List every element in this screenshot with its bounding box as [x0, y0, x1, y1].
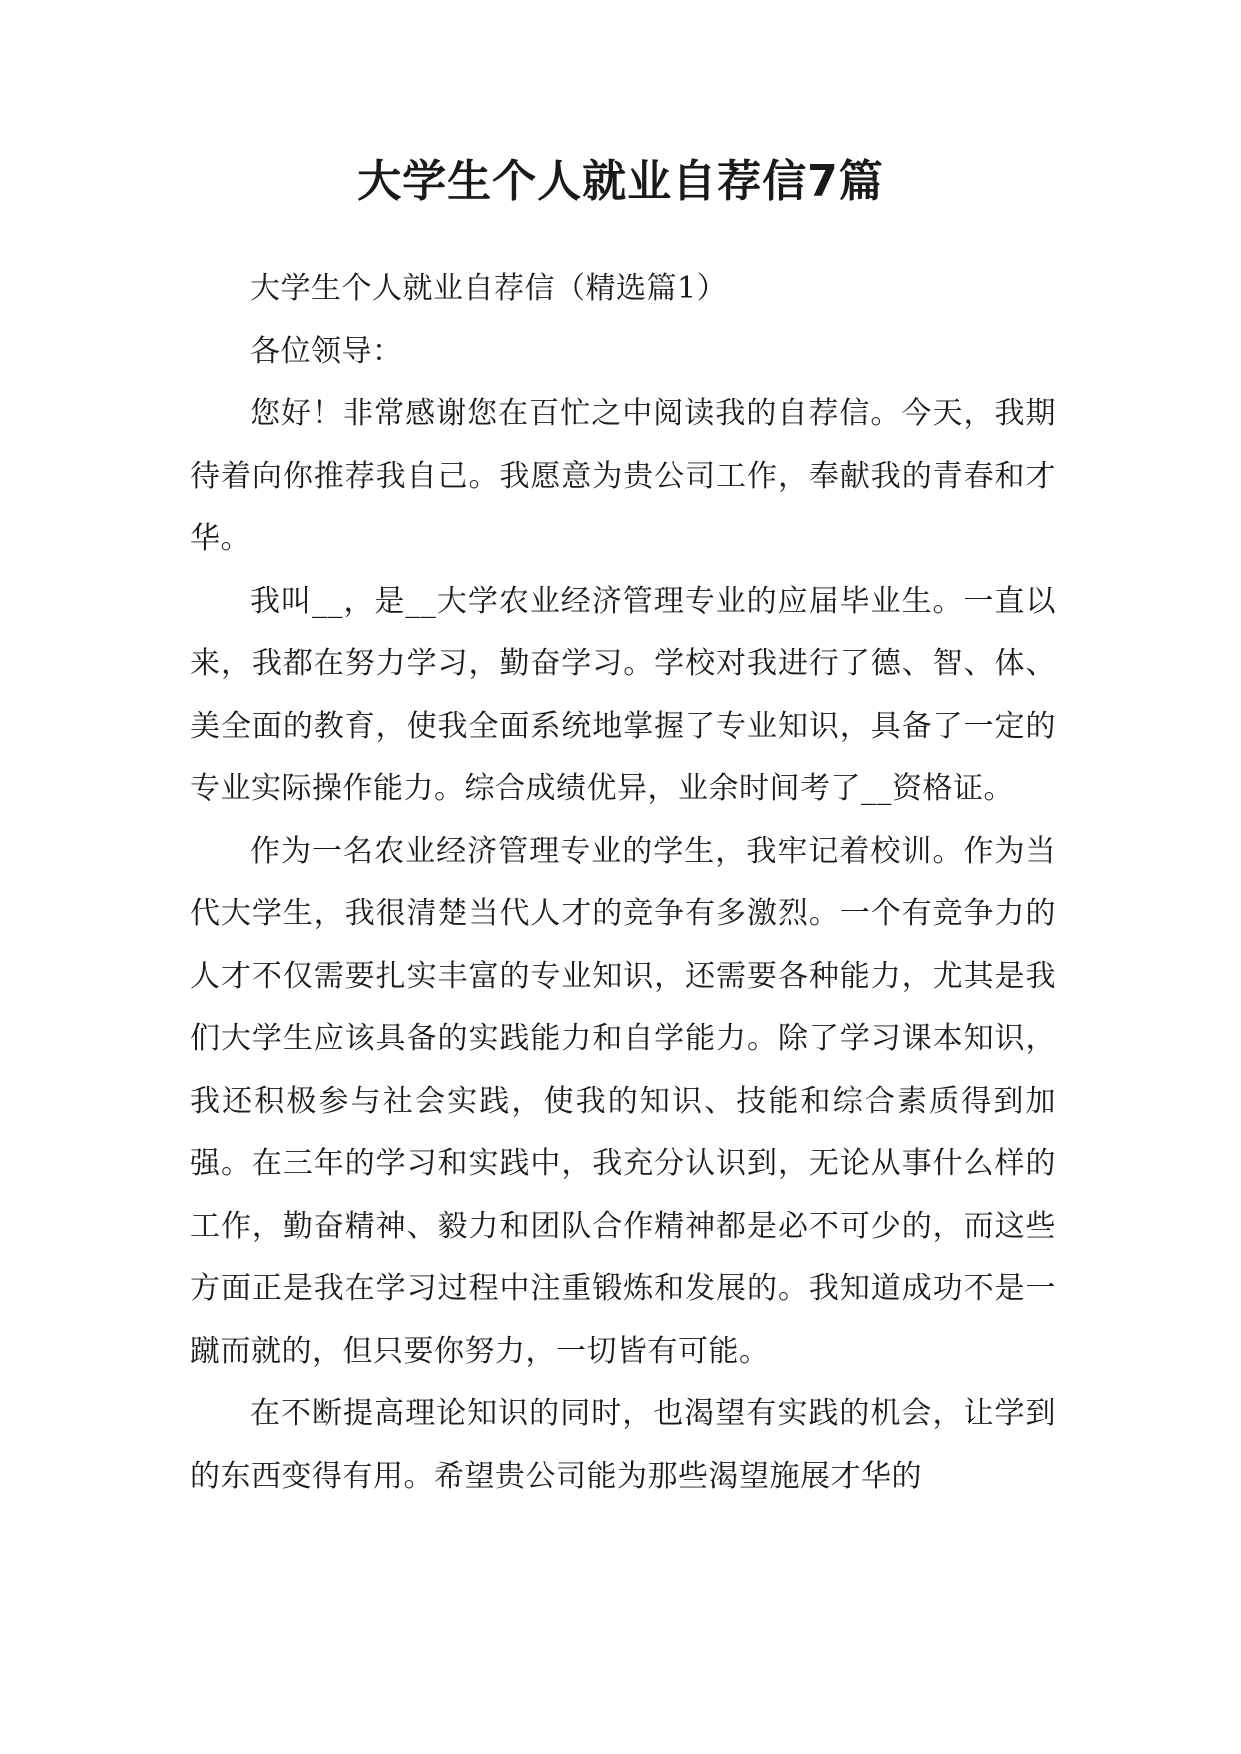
paragraph-salutation: 各位领导：: [250, 333, 403, 369]
paragraph-introduction: 我叫__，是__大学农业经济管理专业的应届毕业生。一直以来，我都在努力学习，勤奋学习。学校对我进行了德、智、体、美全面的教育，使我全面系统地掌握了专业知识，具备了一定的专业实际操作能力。综合成绩优异，业余时间考了__资格证。: [190, 583, 1056, 806]
document-body: [190, 258, 1056, 1508]
paragraph-greeting: 您好！非常感谢您在百忙之中阅读我的自荐信。今天，我期待着向你推荐我自己。我愿意为贵公司工作，奉献我的青春和才华。: [190, 396, 1056, 556]
document-title: 大学生个人就业自荐信7篇: [357, 156, 884, 207]
paragraph-subtitle: 大学生个人就业自荐信（精选篇1）: [250, 271, 728, 306]
paragraph-experience: 作为一名农业经济管理专业的学生，我牢记着校训。作为当代大学生，我很清楚当代人才的竞争有多激烈。一个有竞争力的人才不仅需要扎实丰富的专业知识，还需要各种能力，尤其是我们大学生应该具备的实践能力和自学能力。除了学习课本知识，我还积极参与社会实践，使我的知识、技能和综合素质得到加强。在三年的学习和实践中，我充分认识到，无论从事什么样的工作，勤奋精神、毅力和团队合作精神都是必不可少的，而这些方面正是我在学习过程中注重锻炼和发展的。我知道成功不是一蹴而就的，但只要你努力，一切皆有可能。: [190, 833, 1056, 1369]
paragraph-aspiration: 在不断提高理论知识的同时，也渴望有实践的机会，让学到的东西变得有用。希望贵公司能为那些渴望施展才华的: [190, 1396, 1056, 1494]
